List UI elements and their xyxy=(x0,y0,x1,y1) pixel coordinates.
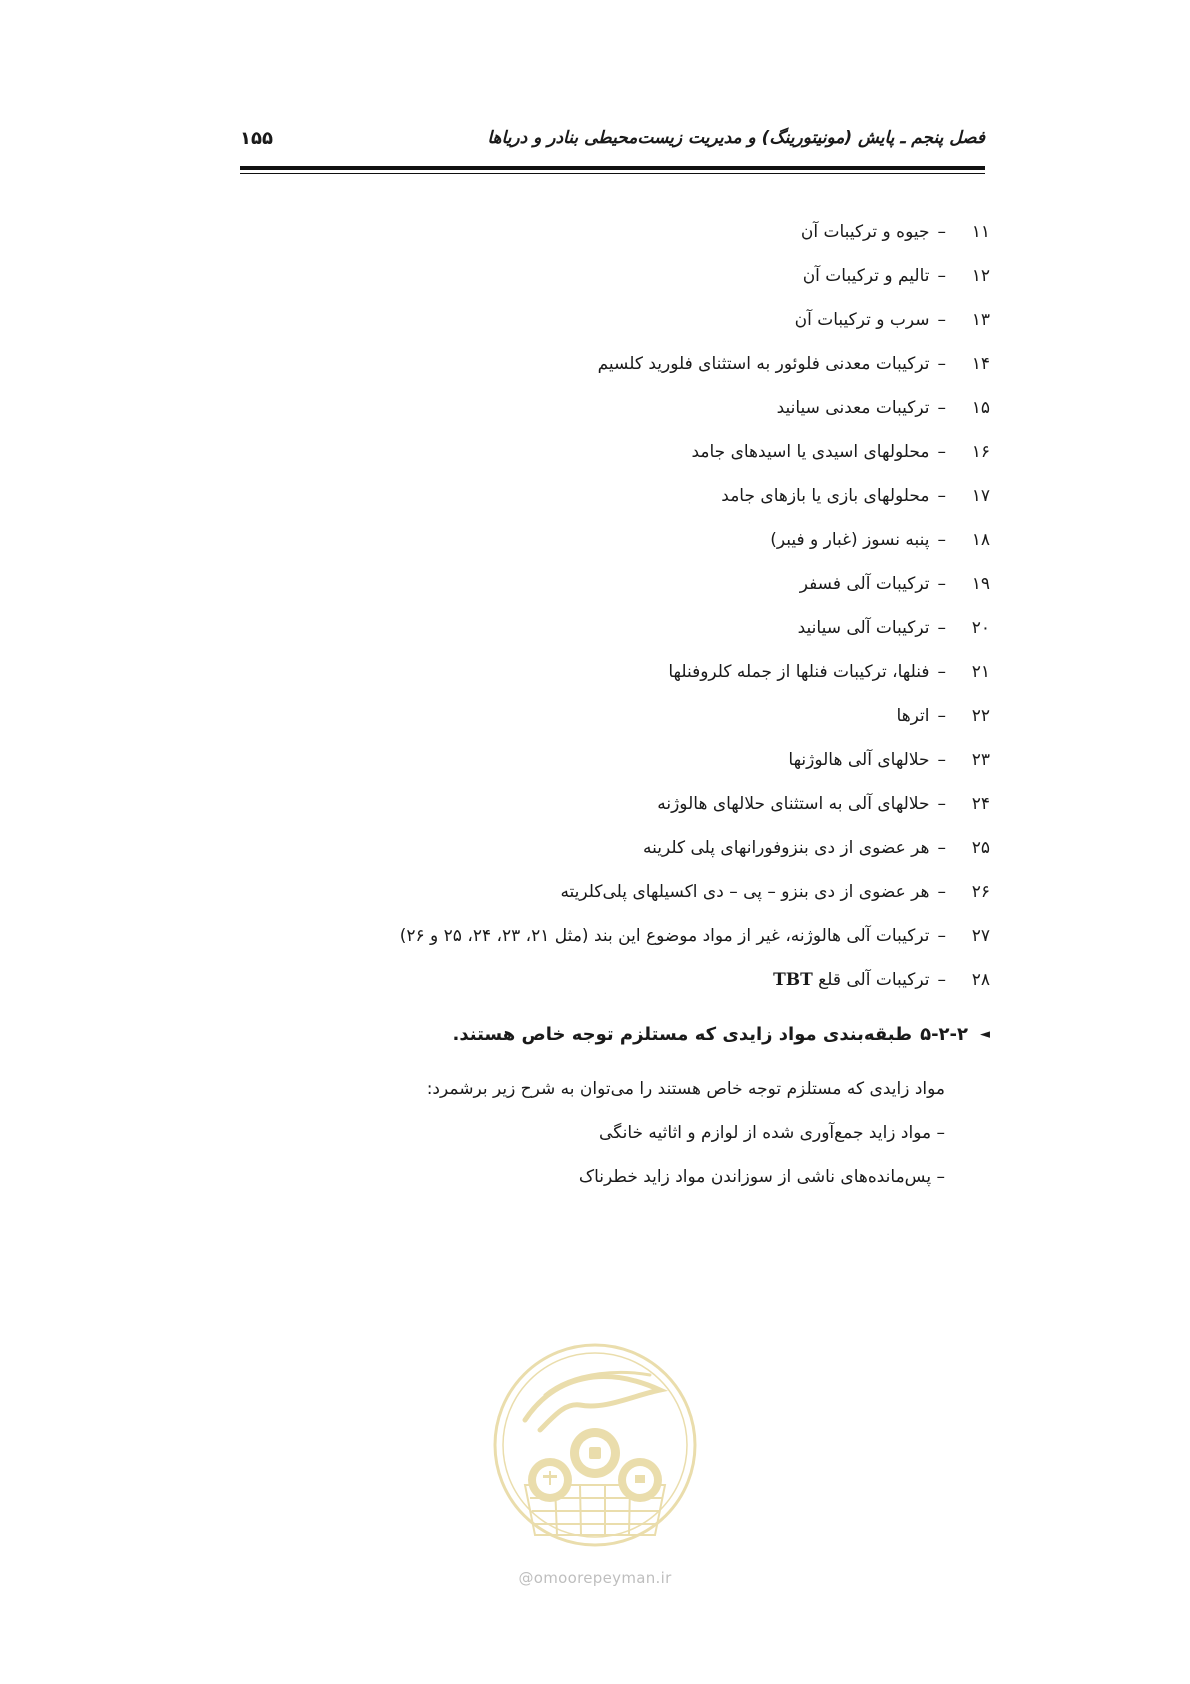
list-item-text: ترکیبات آلی فسفر xyxy=(799,574,930,594)
list-item-number: ۲۲ xyxy=(971,706,990,726)
list-item-text: تالیم و ترکیبات آن xyxy=(802,266,930,286)
list-item-number: ۱۳ xyxy=(971,310,990,330)
list-item-text: ترکیبات معدنی سیانید xyxy=(776,398,930,418)
list-item: ۲۶ – هر عضوی از دی بنزو – پی – دی اکسیلهای پلی‌کلریته xyxy=(230,878,990,922)
list-item-text: ترکیبات آلی قلع xyxy=(818,970,930,990)
publisher-seal-icon xyxy=(485,1335,705,1565)
body-bullet: – پس‌مانده‌های ناشی از سوزاندن مواد زاید خطرناک xyxy=(578,1167,945,1187)
list-item: ۲۳ – حلالهای آلی هالوژنها xyxy=(230,746,990,790)
list-item-text: جیوه و ترکیبات آن xyxy=(800,222,930,242)
list-item: ۱۹ – ترکیبات آلی فسفر xyxy=(230,570,990,614)
section-title: طبقه‌بندی مواد زایدی که مستلزم توجه خاص هستند. xyxy=(452,1024,913,1045)
list-item: ۱۶ – محلولهای اسیدی یا اسیدهای جامد xyxy=(230,438,990,482)
list-item-number: ۲۱ xyxy=(971,662,990,682)
list-item-text: ترکیبات معدنی فلوئور به استثنای فلورید کلسیم xyxy=(597,354,930,374)
list-item-text: سرب و ترکیبات آن xyxy=(794,310,930,330)
list-item-latin-abbrev: TBT xyxy=(773,970,813,990)
hazardous-substances-list xyxy=(230,218,990,1010)
list-item-number: ۱۱ xyxy=(971,222,990,242)
list-item-number: ۲۰ xyxy=(971,618,990,638)
running-head xyxy=(240,126,985,160)
list-item: ۱۲ – تالیم و ترکیبات آن xyxy=(230,262,990,306)
list-item: ۲۵ – هر عضوی از دی بنزوفورانهای پلی کلرینه xyxy=(230,834,990,878)
body-intro: مواد زایدی که مستلزم توجه خاص هستند را می‌توان به شرح زیر برشمرد: xyxy=(426,1079,945,1099)
list-item-number: ۲۶ xyxy=(971,882,990,902)
chapter-title: فصل پنجم ـ پایش (مونیتورینگ) و مدیریت زیست‌محیطی بنادر و دریاها xyxy=(487,128,985,148)
list-item: ۱۷ – محلولهای بازی یا بازهای جامد xyxy=(230,482,990,526)
list-item-text: حلالهای آلی هالوژنها xyxy=(788,750,930,770)
list-item-text: حلالهای آلی به استثنای حلالهای هالوژنه xyxy=(657,794,930,814)
list-item-number: ۲۸ xyxy=(971,970,990,990)
section-number: ۵-۲-۲ xyxy=(920,1024,968,1045)
list-item: ۱۱ – جیوه و ترکیبات آن xyxy=(230,218,990,262)
list-item-number: ۲۵ xyxy=(971,838,990,858)
list-item-number: ۲۳ xyxy=(971,750,990,770)
list-item-text: اترها xyxy=(896,706,930,726)
list-item-number: ۱۹ xyxy=(971,574,990,594)
section-heading xyxy=(452,1024,990,1045)
list-item-number: ۱۲ xyxy=(971,266,990,286)
list-item-number: ۲۷ xyxy=(971,926,990,946)
list-item-text: هر عضوی از دی بنزو – پی – دی اکسیلهای پلی‌کلریته xyxy=(560,882,930,902)
list-item-text: ترکیبات آلی هالوژنه، غیر از مواد موضوع این بند (مثل ۲۱، ۲۳، ۲۴، ۲۵ و ۲۶) xyxy=(399,926,930,946)
list-item: ۲۷ – ترکیبات آلی هالوژنه، غیر از مواد موضوع این بند (مثل ۲۱، ۲۳، ۲۴، ۲۵ و ۲۶) xyxy=(230,922,990,966)
header-rule-thick xyxy=(240,166,985,170)
list-item-number: ۱۶ xyxy=(971,442,990,462)
list-item-number: ۲۴ xyxy=(971,794,990,814)
list-item: ۱۵ – ترکیبات معدنی سیانید xyxy=(230,394,990,438)
list-item: ۱۸ – پنبه نسوز (غبار و فیبر) xyxy=(230,526,990,570)
list-item-text: ترکیبات آلی سیانید xyxy=(797,618,930,638)
list-item: ۱۴ – ترکیبات معدنی فلوئور به استثنای فلورید کلسیم xyxy=(230,350,990,394)
list-item-number: ۱۸ xyxy=(971,530,990,550)
header-rule-thin xyxy=(240,173,985,174)
publisher-watermark xyxy=(485,1335,705,1600)
list-item-number: ۱۷ xyxy=(971,486,990,506)
body-bullet: – مواد زاید جمع‌آوری شده از لوازم و اثاثیه خانگی xyxy=(599,1123,945,1143)
list-item: ۲۰ – ترکیبات آلی سیانید xyxy=(230,614,990,658)
list-item-number: ۱۵ xyxy=(971,398,990,418)
list-item: ۲۲ – اترها xyxy=(230,702,990,746)
list-item-text: محلولهای بازی یا بازهای جامد xyxy=(721,486,930,506)
section-body xyxy=(385,1067,945,1199)
section-bullet-icon: ◄ xyxy=(980,1027,990,1042)
list-item: ۲۱ – فنلها، ترکیبات فنلها از جمله کلروفنلها xyxy=(230,658,990,702)
list-item: ۲۴ – حلالهای آلی به استثنای حلالهای هالوژنه xyxy=(230,790,990,834)
list-item: ۲۸ – ترکیبات آلی قلع TBT xyxy=(230,966,990,1010)
watermark-url: @omoorepeyman.ir xyxy=(518,1569,672,1587)
list-item-text: فنلها، ترکیبات فنلها از جمله کلروفنلها xyxy=(668,662,930,682)
list-item-text: محلولهای اسیدی یا اسیدهای جامد xyxy=(691,442,930,462)
list-item-number: ۱۴ xyxy=(971,354,990,374)
page-number: ۱۵۵ xyxy=(240,128,273,149)
list-item-text: پنبه نسوز (غبار و فیبر) xyxy=(770,530,930,550)
list-item: ۱۳ – سرب و ترکیبات آن xyxy=(230,306,990,350)
list-item-text: هر عضوی از دی بنزوفورانهای پلی کلرینه xyxy=(642,838,930,858)
